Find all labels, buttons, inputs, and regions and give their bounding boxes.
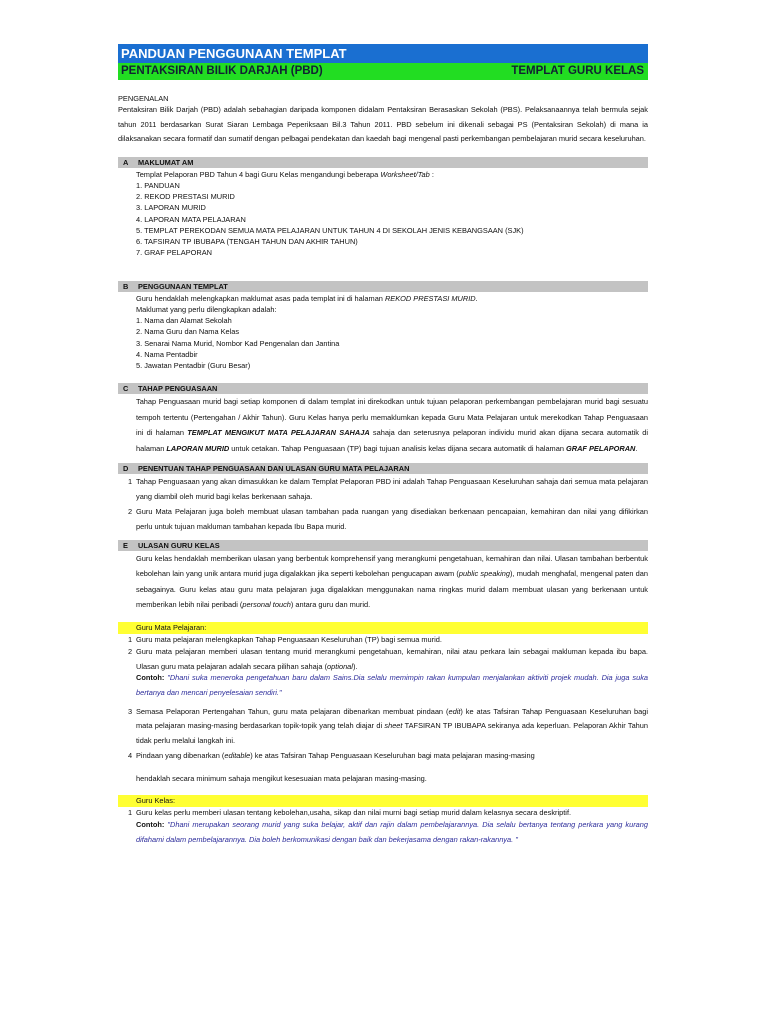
subtitle-right: TEMPLAT GURU KELAS [511, 65, 644, 77]
subtitle-left: PENTAKSIRAN BILIK DARJAH (PBD) [121, 65, 323, 77]
guru-mata-pelajaran-body [118, 634, 648, 787]
section-d-body [118, 474, 648, 535]
list-item: 4 Pindaan yang dibenarkan (editable) ke atas Tafsiran Tahap Penguasaan Keseluruhan bagi mata pelajaran masing-masing hendaklah secara minimum sahaja mengikut kesesuaian mata pelajaran masing-masing. [128, 751, 535, 783]
title-banner [118, 44, 648, 63]
section-e-title: ULASAN GURU KELAS [138, 541, 220, 551]
intro-text: Pentaksiran Bilik Darjah (PBD) adalah sebahagian daripada komponen didalam Pentaksiran Berasaskan Sekolah (PBS). Pelaksanaannya telah bermula sejak tahun 2011 berdasarkan Surat Siaran Lembaga Peperiksaan Bil.3 Tahun 2011. PBD sebelum ini dikenali sebagai PS (Pentaksiran Sekolah) di mana ia dilaksanakan secara formatif dan sumatif dengan pelbagai pendekatan dan kaedah bagi mengenal pasti perkembangan pembelajaran murid secara keseluruhan. [118, 105, 648, 144]
section-c-letter: C [123, 384, 129, 394]
intro-heading: PENGENALAN [118, 94, 169, 103]
list-item: 7. GRAF PELAPORAN [136, 248, 212, 258]
section-a-body [118, 169, 648, 259]
list-item: 3 Semasa Pelaporan Pertengahan Tahun, guru mata pelajaran dibenarkan membuat pindaan (edit) ke atas Tafsiran Tahap Penguasaan Keseluruhan bagi mata pelajaran masing-masing berdasarkan topik-topik yang telah diajar di sheet TAFSIRAN TP IBUBAPA sekiranya ada keperluan. Pelaporan Akhir Tahun tidak perlu melalui langkah ini. [128, 706, 649, 746]
section-b-title: PENGGUNAAN TEMPLAT [138, 281, 228, 291]
example-text: Contoh: "Dhani merupakan seorang murid yang suka belajar, aktif dan rajin dalam pembelajarannya. Dia selalu bertanya tentang perkara yang kurang difahami dalam pembelajarannya. Dia boleh berkomunikasi dengan baik dan bekerjasama dengan rakan-rakannya. " [136, 820, 649, 844]
section-c-header [118, 383, 648, 394]
example-text: Contoh: "Dhani suka meneroka pengetahuan baru dalam Sains.Dia selalu memimpin rakan kumpulan menjalankan aktiviti projek mudah. Dia juga suka bertanya dan mencari penyelesaian sendiri." [136, 672, 648, 697]
section-a-header [118, 157, 648, 168]
document-title: PANDUAN PENGGUNAAN TEMPLAT [121, 46, 347, 61]
section-a-letter: A [123, 157, 129, 167]
guru-kelas-header: Guru Kelas: [118, 795, 648, 807]
list-item: 1 Tahap Penguasaan yang akan dimasukkan ke dalam Templat Pelaporan PBD ini adalah Tahap Penguasaan Keseluruhan sahaja dari semua mata pelajaran yang diambil oleh murid bagi kelas berkenaan sahaja. [128, 476, 648, 501]
list-item: 1. PANDUAN [136, 180, 180, 190]
section-d-header [118, 463, 648, 474]
intro-section [118, 94, 648, 147]
list-item: 4. Nama Pentadbir [136, 349, 198, 359]
guide-sheet [118, 44, 648, 848]
section-a-lead: Templat Pelaporan PBD Tahun 4 bagi Guru Kelas mengandungi beberapa Worksheet/Tab : [136, 169, 434, 179]
list-item: 2 Guru mata pelajaran memberi ulasan tentang murid merangkumi pengetahuan, kemahiran, nilai atau perkara lain sebagai makluman kepada ibu bapa. Ulasan guru mata pelajaran adalah secara pilihan sahaja (optional). Contoh: "Dhani suka meneroka pengetahuan baru dalam Sains.Dia selalu memimpin rakan kumpulan menjalankan aktiviti projek mudah. Dia juga suka bertanya dan mencari penyelesaian sendiri." [118, 645, 648, 700]
section-e-header [118, 540, 648, 551]
guru-mata-pelajaran-header: Guru Mata Pelajaran: [118, 622, 648, 634]
list-item: 4. LAPORAN MATA PELAJARAN [136, 214, 246, 224]
list-item: 5. TEMPLAT PEREKODAN SEMUA MATA PELAJARAN UNTUK TAHUN 4 DI SEKOLAH JENIS KEBANGSAAN (SJK) [136, 225, 524, 235]
list-item: 3. LAPORAN MURID [136, 203, 206, 213]
section-b-letter: B [123, 281, 129, 291]
section-c-body [118, 394, 648, 456]
list-item: 6. TAFSIRAN TP IBUBAPA (TENGAH TAHUN DAN AKHIR TAHUN) [136, 237, 358, 247]
section-b-header [118, 281, 648, 292]
section-b-lead: Guru hendaklah melengkapkan maklumat asas pada templat ini di halaman REKOD PRESTASI MURID. [136, 293, 478, 303]
list-item: 2. Nama Guru dan Nama Kelas [136, 327, 240, 337]
list-item: 3. Senarai Nama Murid, Nombor Kad Pengenalan dan Jantina [136, 338, 340, 348]
section-a-title: MAKLUMAT AM [138, 157, 194, 167]
list-item: 2 Guru Mata Pelajaran juga boleh membuat ulasan tambahan pada ruangan yang disediakan berkenaan pencapaian, kemahiran dan nilai yang difikirkan perlu untuk tujuan makluman tambahan kepada Ibu Bapa murid. [128, 506, 648, 532]
list-item: 1 Guru kelas perlu memberi ulasan tentang kebolehan,usaha, sikap dan nilai murni bagi setiap murid dalam kelasnya secara deskriptif. Contoh: "Dhani merupakan seorang murid yang suka belajar, aktif dan rajin dalam pembelajarannya. Dia selalu bertanya tentang perkara yang kurang difahami dalam pembelajarannya. Dia boleh berkomunikasi dengan baik dan bekerjasama dengan rakan-rakannya. " [118, 807, 648, 848]
section-d-letter: D [123, 463, 129, 473]
section-c-text: Tahap Penguasaan murid bagi setiap komponen di dalam templat ini direkodkan untuk tujuan pelaporan perkembangan pembelajaran murid bagi sesuatu tempoh tertentu (Pertengahan / Akhir Tahun). Guru Kelas hanya perlu memaklumkan kepada Guru Mata Pelajaran untuk merekodkan Tahap Penguasaan ini di halaman TEMPLAT MENGIKUT MATA PELAJARAN SAHAJA sahaja dan seterusnya pelaporan individu murid akan dijana secara automatik di halaman LAPORAN MURID untuk cetakan. Tahap Penguasaan (TP) bagi tujuan analisis kelas dijana secara automatik di halaman GRAF PELAPORAN. [136, 397, 648, 453]
section-c-title: TAHAP PENGUASAAN [138, 384, 218, 394]
section-e-body [118, 551, 648, 612]
list-item: 1 Guru mata pelajaran melengkapkan Tahap Penguasaan Keseluruhan (TP) bagi semua murid. [128, 634, 442, 644]
list-item: 5. Jawatan Pentadbir (Guru Besar) [136, 361, 251, 371]
guru-kelas-body [118, 807, 648, 848]
subtitle-banner [118, 63, 648, 80]
list-item: 1. Nama dan Alamat Sekolah [136, 316, 232, 326]
section-e-letter: E [123, 541, 128, 551]
section-b-body [118, 293, 648, 372]
section-b-sub: Maklumat yang perlu dilengkapkan adalah: [136, 304, 277, 314]
list-item: 2. REKOD PRESTASI MURID [136, 192, 235, 202]
section-e-text: Guru kelas hendaklah memberikan ulasan yang berbentuk komprehensif yang merangkumi pengetahuan, kemahiran dan nilai. Ulasan tambahan berbentuk kebolehan lain yang unik antara murid juga digalakkan jika seperti kebolehan pengucapan awam (public speaking), mudah menghafal, mengenal paten dan sebagainya. Guru kelas atau guru mata pelajaran juga digalakkan menggunakan nama ringkas murid dalam membuat ulasan yang berkenaan untuk memberikan lebih nilai peribadi (personal touch) antara guru dan murid. [136, 554, 649, 609]
section-d-title: PENENTUAN TAHAP PENGUASAAN DAN ULASAN GURU MATA PELAJARAN [138, 463, 410, 473]
